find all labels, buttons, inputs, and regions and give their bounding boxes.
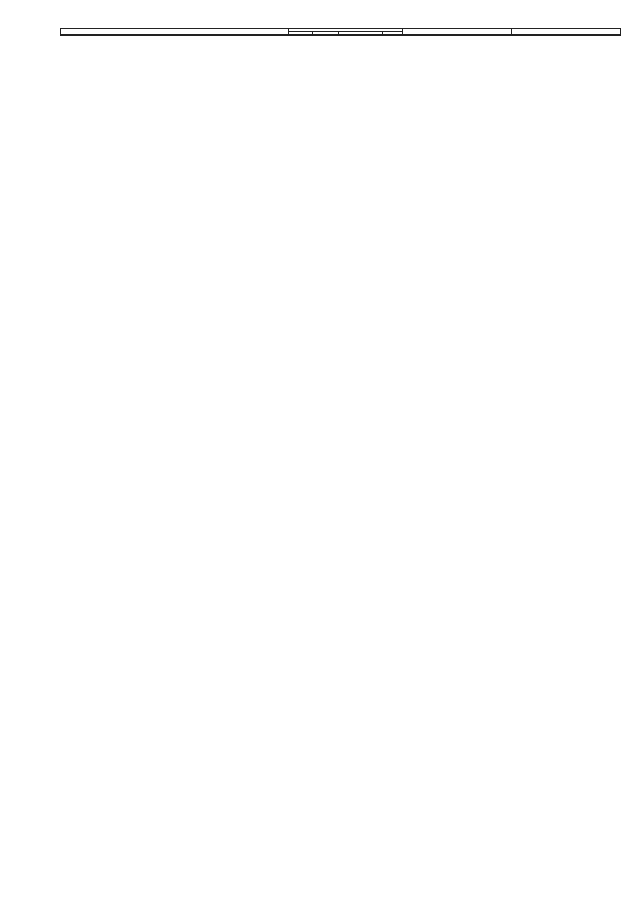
budget-page [60,28,620,36]
column-number [289,35,313,36]
column-number [61,35,289,36]
column-number [383,35,403,36]
column-number-row [61,35,621,36]
column-number [313,35,339,36]
column-number [339,35,383,36]
column-number [512,35,621,36]
column-number [403,35,512,36]
table-body [61,35,621,36]
budget-table [60,28,621,36]
